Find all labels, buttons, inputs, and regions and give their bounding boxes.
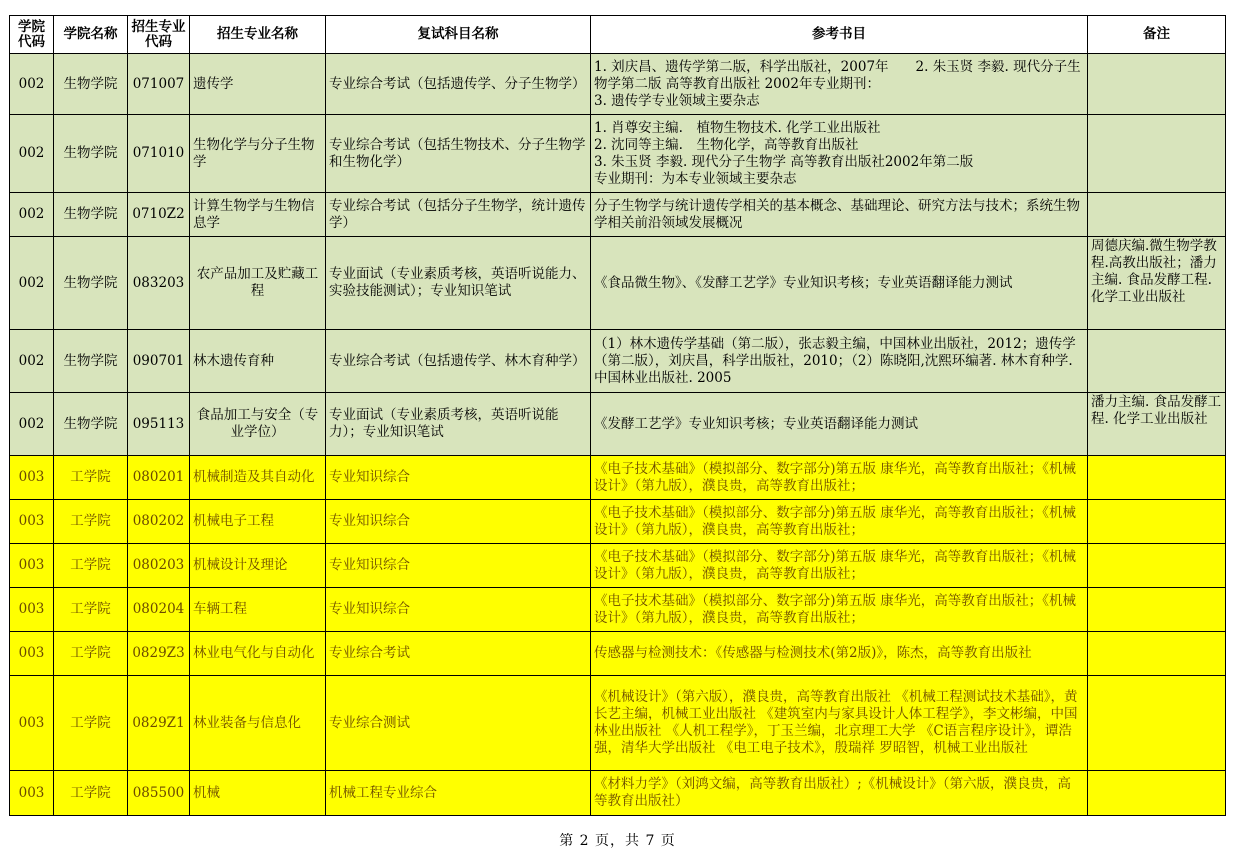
major-code-cell: 071010 [128,115,190,193]
books-cell: 传感器与检测技术：《传感器与检测技术(第2版)》，陈杰，高等教育出版社 [591,632,1088,676]
major-code-cell: 085500 [128,771,190,816]
major-code-cell: 083203 [128,237,190,330]
books-cell: 《电子技术基础》（模拟部分、数字部分)第五版 康华光，高等教育出版社；《机械设计》（第九版），濮良贵，高等教育出版社； [591,456,1088,500]
college-code-cell: 002 [10,54,54,115]
notes-cell [1088,54,1226,115]
subject-cell: 专业综合考试（包括分子生物学，统计遗传学） [326,193,591,237]
college-name-cell: 工学院 [54,456,128,500]
notes-cell [1088,676,1226,771]
college-name-cell: 生物学院 [54,54,128,115]
notes-cell [1088,632,1226,676]
notes-cell [1088,588,1226,632]
major-code-cell: 080201 [128,456,190,500]
major-code-cell: 090701 [128,330,190,393]
college-code-cell: 003 [10,632,54,676]
notes-cell [1088,544,1226,588]
major-name-cell: 林业装备与信息化 [190,676,326,771]
header-subject: 复试科目名称 [326,16,591,54]
table-row [10,193,1226,237]
college-code-cell: 002 [10,393,54,456]
books-cell: 《材料力学》（刘鸿文编，高等教育出版社）;《机械设计》（第六版，濮良贵，高等教育出版社） [591,771,1088,816]
major-code-cell: 0710Z2 [128,193,190,237]
notes-cell: 潘力主编. 食品发酵工程. 化学工业出版社 [1088,393,1226,456]
college-name-cell: 生物学院 [54,193,128,237]
table-row [10,237,1226,330]
college-code-cell: 002 [10,115,54,193]
college-name-cell: 工学院 [54,676,128,771]
major-name-cell: 机械设计及理论 [190,544,326,588]
subject-cell: 专业知识综合 [326,544,591,588]
subject-cell: 专业综合考试（包括生物技术、分子生物学和生物化学） [326,115,591,193]
table-row [10,393,1226,456]
table-row [10,330,1226,393]
college-name-cell: 工学院 [54,500,128,544]
college-name-cell: 生物学院 [54,115,128,193]
college-name-cell: 生物学院 [54,237,128,330]
major-code-cell: 080204 [128,588,190,632]
major-code-cell: 071007 [128,54,190,115]
major-code-cell: 080202 [128,500,190,544]
header-row [10,16,1226,54]
table-row [10,676,1226,771]
notes-cell [1088,330,1226,393]
books-cell: 《食品微生物》、《发酵工艺学》专业知识考核；专业英语翻译能力测试 [591,237,1088,330]
major-name-cell: 遗传学 [190,54,326,115]
major-code-cell: 0829Z3 [128,632,190,676]
subject-cell: 专业知识综合 [326,500,591,544]
subject-cell: 专业面试（专业素质考核，英语听说能力）；专业知识笔试 [326,393,591,456]
notes-cell [1088,456,1226,500]
college-name-cell: 生物学院 [54,393,128,456]
major-code-cell: 095113 [128,393,190,456]
header-books: 参考书目 [591,16,1088,54]
major-name-cell: 生物化学与分子生物学 [190,115,326,193]
notes-cell [1088,771,1226,816]
college-code-cell: 003 [10,771,54,816]
page-number-footer: 第 2 页，共 7 页 [559,833,676,849]
college-code-cell: 002 [10,237,54,330]
books-cell: 1. 刘庆昌、遗传学第二版，科学出版社，2007年 2. 朱玉贤 李毅. 现代分子生物学第二版 高等教育出版社 2002年专业期刊： 3. 遗传学专业领域主要杂志 [591,54,1088,115]
subject-cell: 专业面试（专业素质考核，英语听说能力、实验技能测试）；专业知识笔试 [326,237,591,330]
books-cell: 《发酵工艺学》专业知识考核；专业英语翻译能力测试 [591,393,1088,456]
table-row [10,115,1226,193]
books-cell: 《电子技术基础》（模拟部分、数字部分)第五版 康华光，高等教育出版社；《机械设计》（第九版），濮良贵，高等教育出版社； [591,588,1088,632]
college-code-cell: 003 [10,456,54,500]
table-row [10,632,1226,676]
books-cell: （1）林木遗传学基础（第二版），张志毅主编，中国林业出版社，2012；遗传学（第二版），刘庆昌，科学出版社，2010；（2）陈晓阳,沈熙环编著. 林木育种学.中国林业出版社. 2005 [591,330,1088,393]
college-name-cell: 工学院 [54,771,128,816]
books-cell: 《电子技术基础》（模拟部分、数字部分)第五版 康华光，高等教育出版社；《机械设计》（第九版），濮良贵，高等教育出版社； [591,544,1088,588]
subject-cell: 专业综合考试 [326,632,591,676]
header-notes: 备注 [1088,16,1226,54]
college-code-cell: 003 [10,588,54,632]
subject-cell: 专业综合考试（包括遗传学、分子生物学） [326,54,591,115]
college-code-cell: 002 [10,330,54,393]
major-code-cell: 0829Z1 [128,676,190,771]
major-name-cell: 机械 [190,771,326,816]
table-row [10,771,1226,816]
header-college-code: 学院代码 [10,16,54,54]
table-row [10,54,1226,115]
admission-table [9,15,1226,816]
subject-cell: 专业综合测试 [326,676,591,771]
header-college-name: 学院名称 [54,16,128,54]
major-name-cell: 机械制造及其自动化 [190,456,326,500]
books-cell: 1. 肖尊安主编. 植物生物技术. 化学工业出版社 2. 沈同等主编. 生物化学，高等教育出版社 3. 朱玉贤 李毅. 现代分子生物学 高等教育出版社2002年第二版 专业期刊：为本专业领域主要杂志 [591,115,1088,193]
major-name-cell: 林木遗传育种 [190,330,326,393]
notes-cell [1088,193,1226,237]
major-name-cell: 食品加工与安全（专业学位） [190,393,326,456]
books-cell: 《电子技术基础》（模拟部分、数字部分)第五版 康华光，高等教育出版社；《机械设计》（第九版），濮良贵，高等教育出版社； [591,500,1088,544]
header-major-name: 招生专业名称 [190,16,326,54]
books-cell: 《机械设计》（第六版），濮良贵，高等教育出版社 《机械工程测试技术基础》，黄长艺主编，机械工业出版社 《建筑室内与家具设计人体工程学》，李文彬编，中国林业出版社 《人机工程学》，丁玉兰编，北京理工大学 《C语言程序设计》，谭浩强，清华大学出版社 《电工电子技术》，殷瑞祥 罗昭智，机械工业出版社 [591,676,1088,771]
major-name-cell: 机械电子工程 [190,500,326,544]
table-row [10,456,1226,500]
college-code-cell: 003 [10,676,54,771]
major-name-cell: 车辆工程 [190,588,326,632]
major-name-cell: 林业电气化与自动化 [190,632,326,676]
subject-cell: 专业知识综合 [326,456,591,500]
college-code-cell: 003 [10,544,54,588]
college-name-cell: 工学院 [54,544,128,588]
notes-cell: 周德庆编.微生物学教程.高教出版社；潘力主编. 食品发酵工程. 化学工业出版社 [1088,237,1226,330]
notes-cell [1088,500,1226,544]
header-major-code: 招生专业代码 [128,16,190,54]
table-row [10,500,1226,544]
notes-cell [1088,115,1226,193]
subject-cell: 专业综合考试（包括遗传学、林木育种学） [326,330,591,393]
college-name-cell: 工学院 [54,588,128,632]
major-code-cell: 080203 [128,544,190,588]
college-name-cell: 生物学院 [54,330,128,393]
college-code-cell: 003 [10,500,54,544]
books-cell: 分子生物学与统计遗传学相关的基本概念、基础理论、研究方法与技术；系统生物学相关前沿领域发展概况 [591,193,1088,237]
subject-cell: 机械工程专业综合 [326,771,591,816]
major-name-cell: 计算生物学与生物信息学 [190,193,326,237]
table-row [10,544,1226,588]
table-row [10,588,1226,632]
major-name-cell: 农产品加工及贮藏工程 [190,237,326,330]
subject-cell: 专业知识综合 [326,588,591,632]
college-name-cell: 工学院 [54,632,128,676]
college-code-cell: 002 [10,193,54,237]
